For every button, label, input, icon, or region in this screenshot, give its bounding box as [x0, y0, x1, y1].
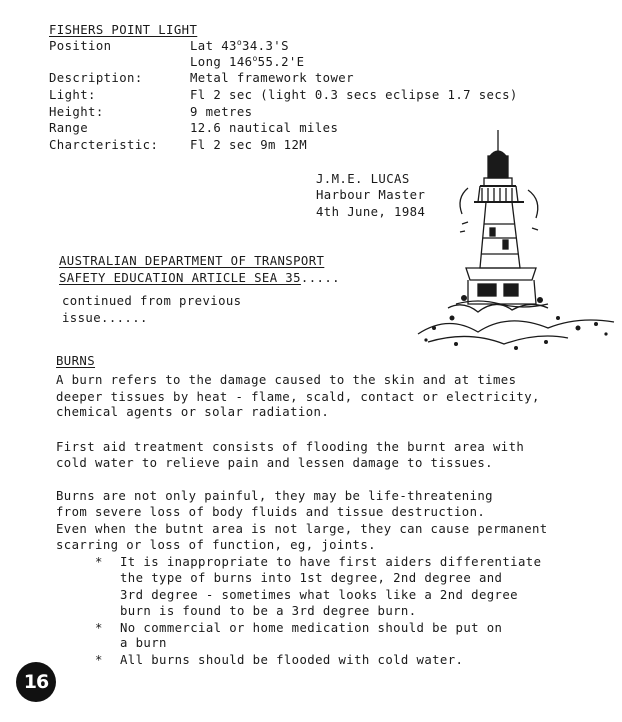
continued-line-1: continued from previous [62, 294, 242, 308]
light-value: Fl 2 sec (light 0.3 secs eclipse 1.7 secs) [190, 88, 518, 102]
bullet-2-line-1: No commercial or home medication should be put on [120, 621, 503, 635]
burns-paragraph-3-line-1: Burns are not only painful, they may be life-threatening [56, 489, 493, 503]
bullet-3-line-1: All burns should be flooded with cold water. [120, 653, 464, 667]
bullet-2-line-2: a burn [120, 636, 167, 650]
bullet-1-line-4: burn is found to be a 3rd degree burn. [120, 604, 417, 618]
burns-paragraph-2-line-2: cold water to relieve pain and lessen damage to tissues. [56, 456, 493, 470]
position-label: Position [49, 39, 112, 53]
burns-paragraph-3-line-3: Even when the butnt area is not large, they can cause permanent [56, 522, 548, 536]
burns-heading: BURNS [56, 354, 96, 368]
burns-paragraph-1-line-1: A burn refers to the damage caused to the skin and at times [56, 373, 517, 387]
continued-line-2: issue...... [62, 311, 148, 325]
bullet-2-marker: * [95, 621, 103, 635]
height-label: Height: [49, 105, 104, 119]
lighthouse-illustration [408, 128, 620, 354]
department-heading: AUSTRALIAN DEPARTMENT OF TRANSPORT [59, 254, 325, 268]
bullet-1-line-3: 3rd degree - sometimes what looks like a 2nd degree [120, 588, 518, 602]
height-value: 9 metres [190, 105, 253, 119]
characteristic-value: Fl 2 sec 9m 12M [190, 138, 308, 152]
bullet-1-line-2: the type of burns into 1st degree, 2nd degree and [120, 571, 503, 585]
range-value: 12.6 nautical miles [190, 121, 339, 135]
light-label: Light: [49, 88, 96, 102]
burns-paragraph-3-line-2: from severe loss of body fluids and tissue destruction. [56, 505, 486, 519]
longitude-value: Long 146$^o$55.2'E [190, 54, 305, 69]
latitude-value: Lat 43$^o$34.3'S [190, 38, 289, 53]
signature-date: 4th June, 1984 [316, 205, 426, 219]
characteristic-label: Charcteristic: [49, 138, 159, 152]
signature-name: J.M.E. LUCAS [316, 172, 410, 186]
burns-paragraph-1-line-3: chemical agents or solar radiation. [56, 405, 330, 419]
article-series: SAFETY EDUCATION ARTICLE SEA 35..... [59, 271, 340, 285]
page-title: FISHERS POINT LIGHT [49, 23, 198, 37]
description-label: Description: [49, 71, 143, 85]
burns-paragraph-2-line-1: First aid treatment consists of flooding the burnt area with [56, 440, 525, 454]
signature-role: Harbour Master [316, 188, 426, 202]
description-value: Metal framework tower [190, 71, 354, 85]
burns-paragraph-1-line-2: deeper tissues by heat - flame, scald, contact or electricity, [56, 390, 540, 404]
bullet-1-line-1: It is inappropriate to have first aiders differentiate [120, 555, 542, 569]
range-label: Range [49, 121, 89, 135]
burns-paragraph-3-line-4: scarring or loss of function, eg, joints. [56, 538, 376, 552]
bullet-1-marker: * [95, 555, 103, 569]
page-number-badge: 16 [16, 662, 56, 702]
bullet-3-marker: * [95, 653, 103, 667]
